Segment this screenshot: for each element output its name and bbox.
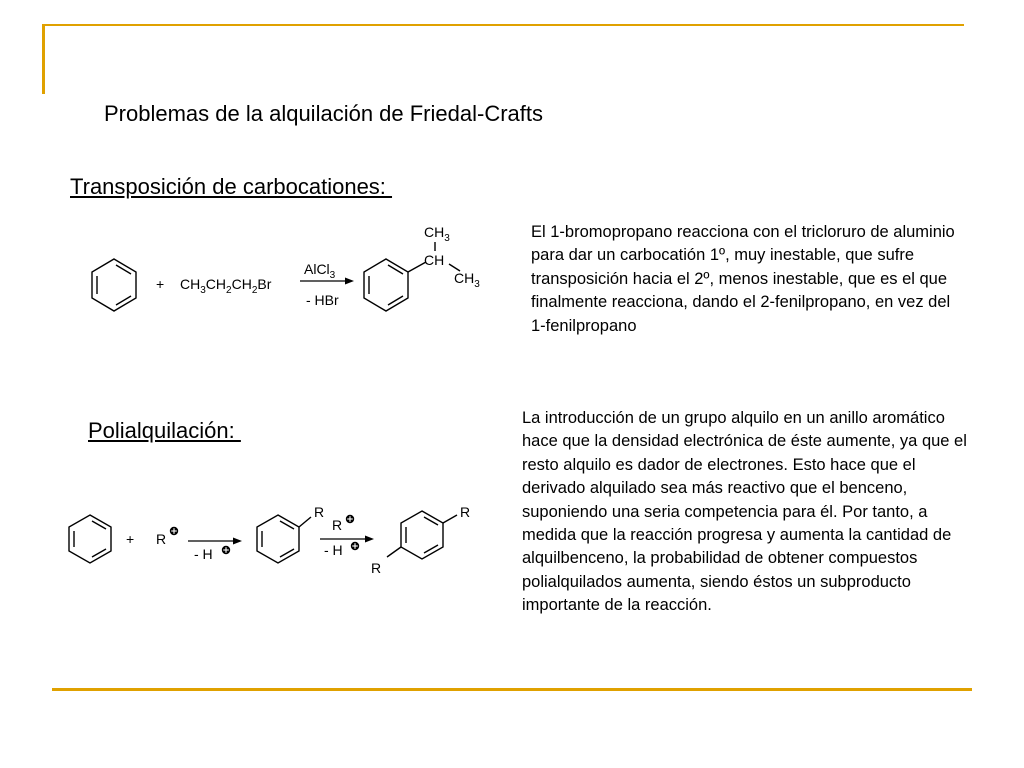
benzene-icon [92,259,136,311]
catalyst-label: AlCl$_3$ [304,261,336,281]
product-ch: CH [424,252,445,268]
paragraph-transposition: El 1-bromopropano reacciona con el tricloruro de aluminio para dar un carbocatión 1º, muy inestable, que sufre transposición hacia el 2º, menos inestable, que es el que finalmente reacciona, dando el 2-fenilpropano, en vez del 1-fenilpropano [531,223,955,335]
byproduct-label: - HBr [306,292,339,308]
slide-title: Problemas de la alquilación de Friedal-Crafts [104,101,543,126]
section-heading-transposition: Transposición de carbocationes: [70,174,393,199]
product1-substituent: R [314,504,325,520]
positive-charge-icon [170,527,178,535]
product2-substituent-bottom: R [371,560,382,576]
frame-left-line [42,24,45,94]
positive-charge-icon [351,542,359,550]
frame-bottom-line [52,688,972,691]
section-heading-polyalkylation: Polialquilación: [88,418,241,443]
product2-substituent-top: R [460,504,471,520]
dialkylbenzene-icon [387,511,457,559]
benzene-ring-product-icon [364,242,460,311]
arrow2-reagent: R [332,517,343,533]
reaction-arrow-icon [300,278,354,285]
product-methyl-right: $CH_3$ [454,270,480,290]
arrow2-byproduct: - H [324,542,343,558]
reagent-carbocation: R [156,531,167,547]
arrow1-byproduct: - H [194,546,213,562]
reaction-arrow-icon [188,538,242,545]
plus-sign: + [126,531,135,547]
reaction-transposition [90,215,500,325]
positive-charge-icon [222,546,230,554]
paragraph-polyalkylation: La introducción de un grupo alquilo en un anillo aromático hace que la densidad electrónica de éste aumente, ya que el resto alquilo es dador de electrones. Esto hace que el derivado alquilado sea más reactivo que el benceno, suponiendo una seria competencia para él. Por tanto, a medida que la reacción progresa y aumenta la cantidad de alquilbenceno, la probabilidad de obtener compuestos polialquilados aumenta, siendo éstos un subproducto importante de la reacción. [522,409,967,615]
benzene-icon [69,515,111,563]
plus-sign: + [156,276,165,292]
alkylbenzene-icon [257,515,311,563]
frame-top-line [42,24,964,26]
positive-charge-icon [346,515,354,523]
reaction-polyalkylation [60,495,490,585]
reagent-bromopropane: $CH_3CH_2CH_2Br$ [180,276,272,296]
product-methyl-top: $CH_3$ [424,224,450,244]
